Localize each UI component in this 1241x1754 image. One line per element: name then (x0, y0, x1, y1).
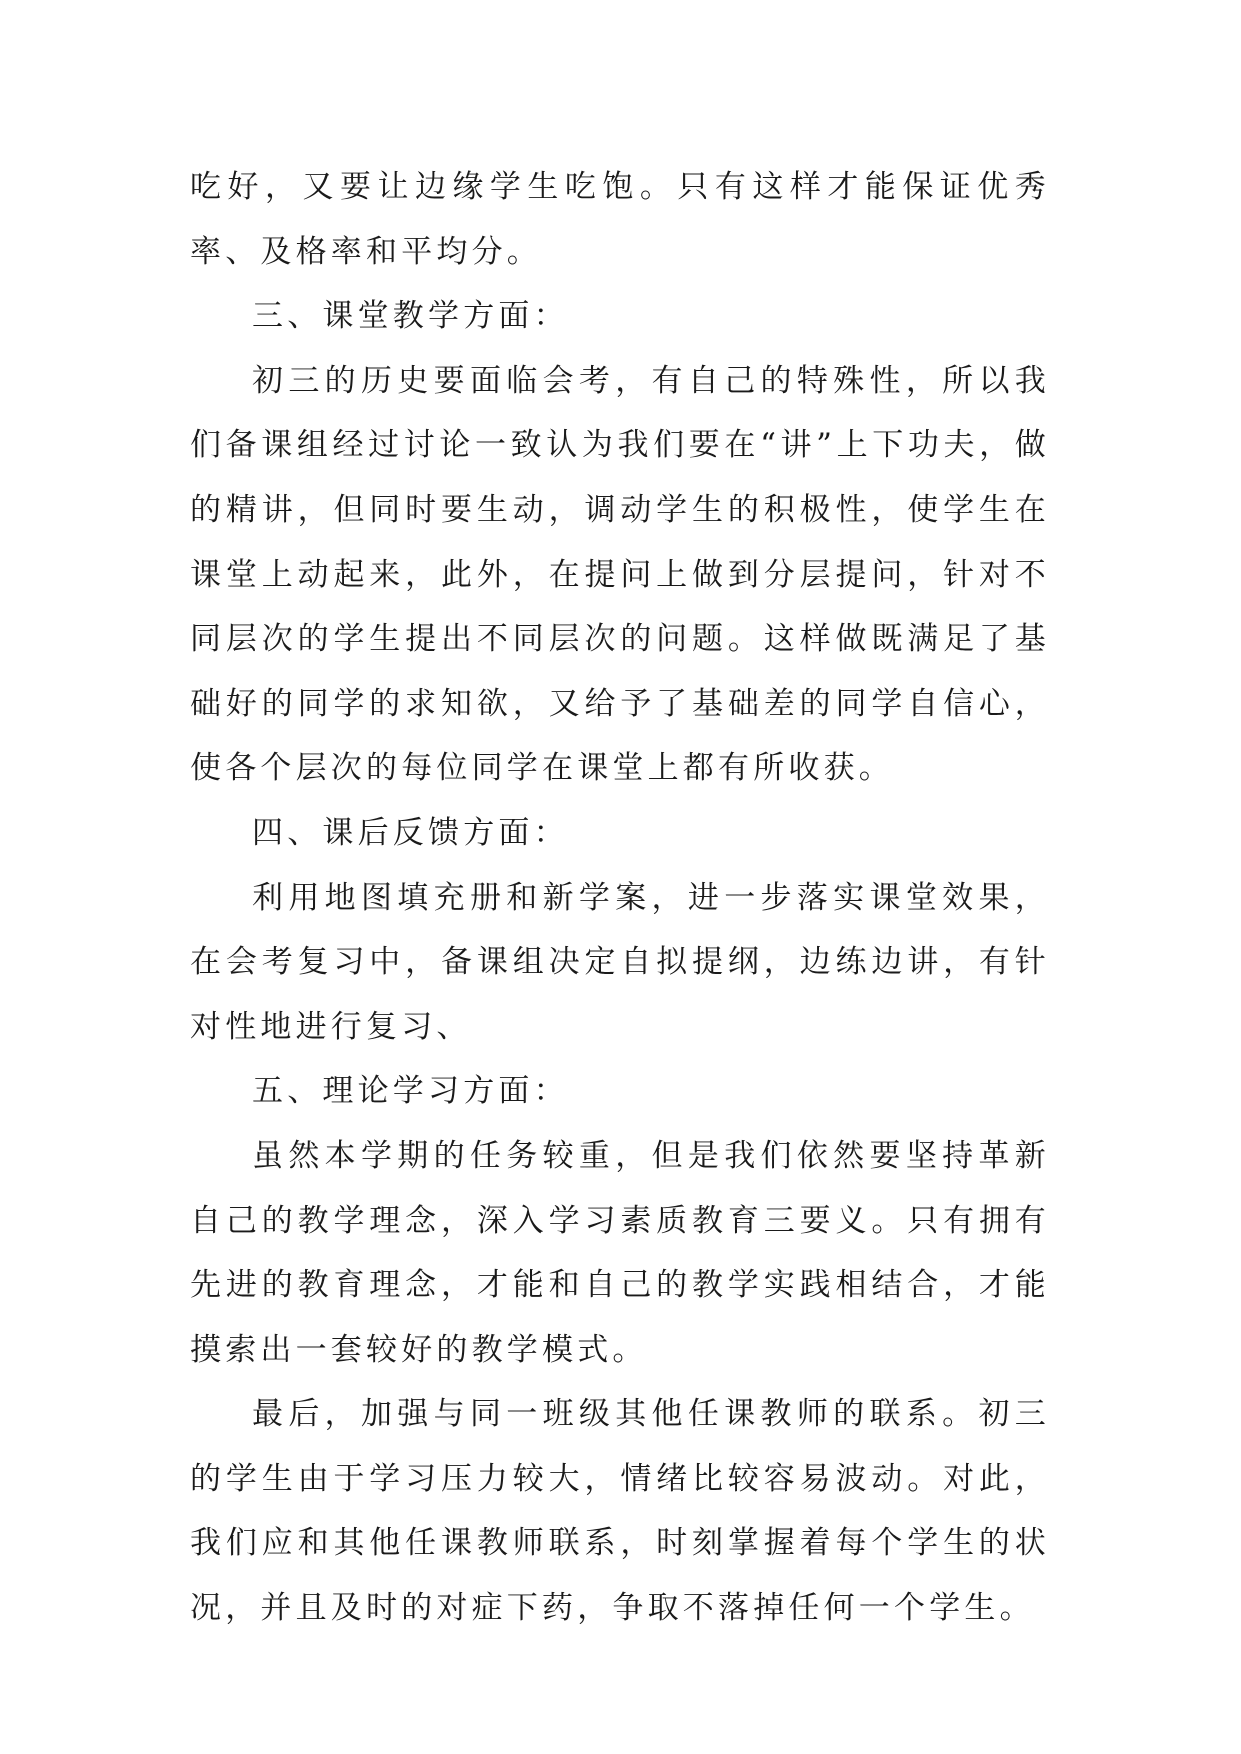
section-heading-after-class-feedback: 四、课后反馈方面： (252, 814, 569, 851)
document-body (190, 155, 1050, 1641)
paragraph-classroom-teaching: 初三的历史要面临会考，有自己的特殊性，所以我们备课组经过讨论一致认为我们要在“讲”上下功夫，做的精讲，但同时要生动，调动学生的积极性，使学生在课堂上动起来，此外，在提问上做到分层提问，针对不同层次的学生提出不同层次的问题。这样做既满足了基础好的同学的求知欲，又给予了基础差的同学自信心，使各个层次的每位同学在课堂上都有所收获。 (190, 362, 1050, 787)
paragraph-after-class-feedback: 利用地图填充册和新学案，进一步落实课堂效果，在会考复习中，备课组决定自拟提纲，边练边讲，有针对性地进行复习、 (190, 879, 1050, 1045)
section-heading-classroom-teaching: 三、课堂教学方面： (252, 298, 569, 335)
section-heading-theory-study: 五、理论学习方面： (252, 1073, 569, 1110)
paragraph-conclusion: 最后，加强与同一班级其他任课教师的联系。初三的学生由于学习压力较大，情绪比较容易波动。对此，我们应和其他任课教师联系，时刻掌握着每个学生的状况，并且及时的对症下药，争取不落掉任何一个学生。 (190, 1396, 1050, 1627)
paragraph-theory-study: 虽然本学期的任务较重，但是我们依然要坚持革新自己的教学理念，深入学习素质教育三要义。只有拥有先进的教育理念，才能和自己的教学实践相结合，才能摸索出一套较好的教学模式。 (190, 1137, 1050, 1368)
paragraph-continuation: 吃好，又要让边缘学生吃饱。只有这样才能保证优秀率、及格率和平均分。 (190, 169, 1050, 270)
